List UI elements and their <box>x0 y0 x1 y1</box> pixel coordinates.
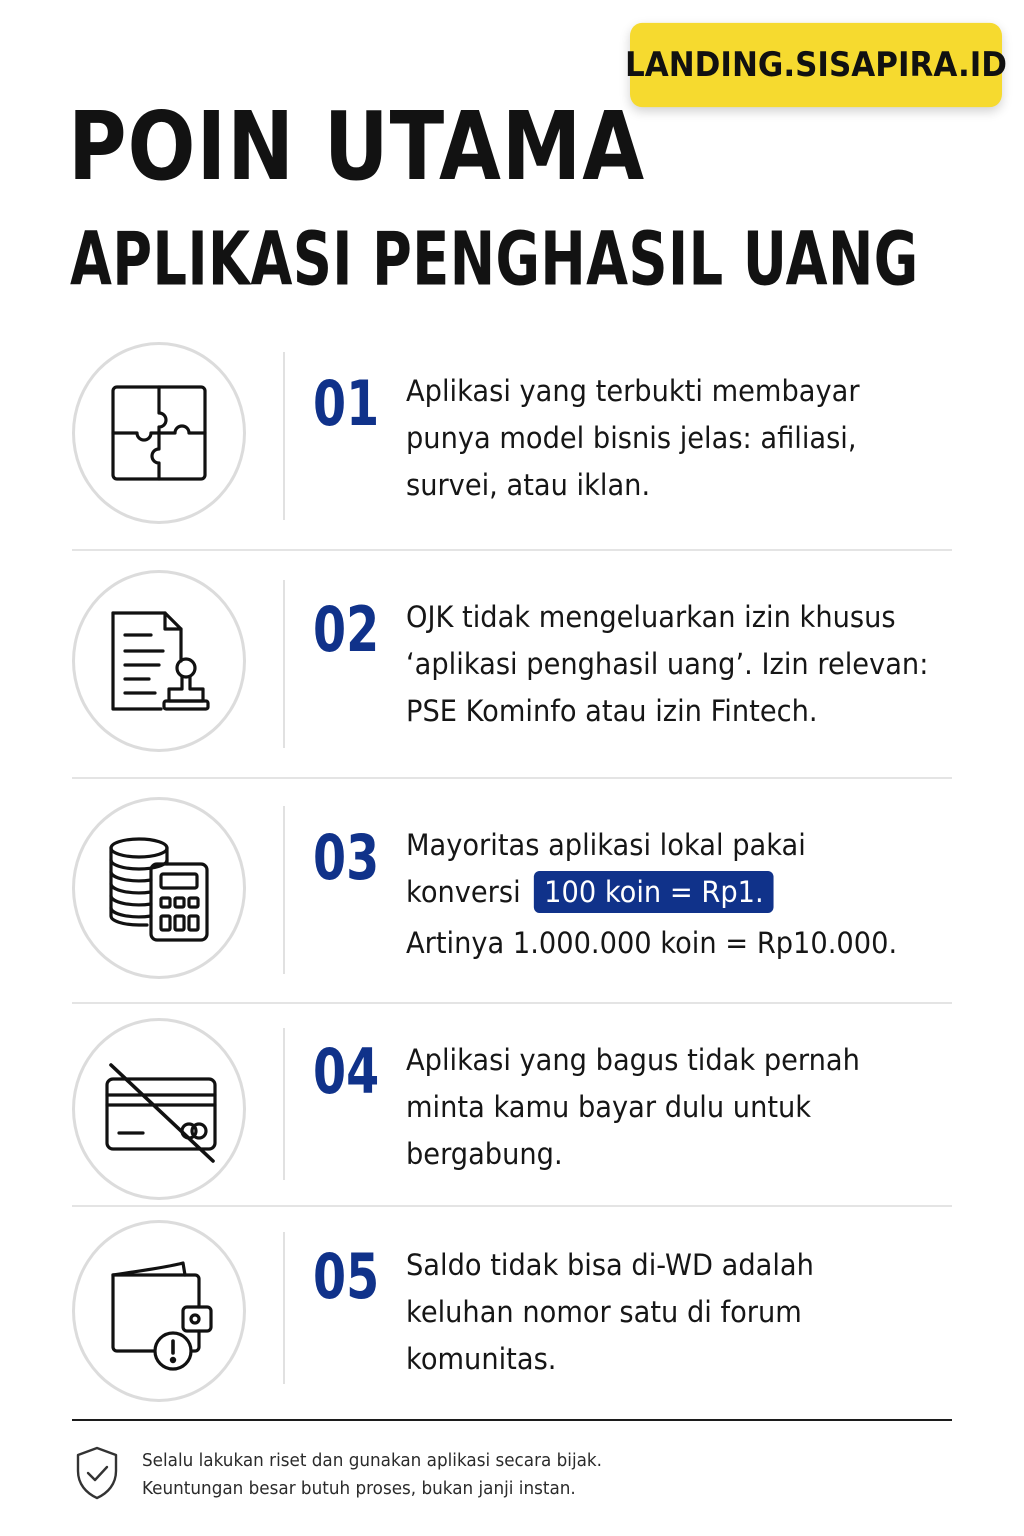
icon-circle <box>72 570 246 752</box>
document-stamp-icon <box>99 601 219 721</box>
divider <box>72 1002 952 1004</box>
page-subtitle: APLIKASI PENGHASIL UANG <box>70 216 919 303</box>
point-text: Saldo tidak bisa di-WD adalah keluhan nomor satu di forum komunitas. <box>406 1248 814 1376</box>
point-number: 03 <box>313 820 380 895</box>
footer-note: Selalu lakukan riset dan gunakan aplikasi secara bijak. Keuntungan besar butuh proses, bukan janji instan. <box>142 1451 602 1499</box>
point-text: Mayoritas aplikasi lokal pakai konversi 100 koin = Rp1. Artinya 1.000.000 koin = Rp10.000. <box>406 828 898 960</box>
point-number: 01 <box>313 366 380 441</box>
point-number: 02 <box>313 592 380 667</box>
footer-divider <box>72 1419 952 1421</box>
no-card-icon <box>99 1049 219 1169</box>
site-badge: LANDING.SISAPIRA.ID <box>630 23 1002 107</box>
shield-check-icon <box>74 1445 120 1501</box>
point-text: OJK tidak mengeluarkan izin khusus ‘aplikasi penghasil uang’. Izin relevan: PSE Kominfo atau izin Fintech. <box>406 600 929 728</box>
divider <box>72 549 952 551</box>
icon-circle <box>72 1220 246 1402</box>
page-title: POIN UTAMA <box>68 92 646 203</box>
point-text: Aplikasi yang terbukti membayar punya model bisnis jelas: afiliasi, survei, atau iklan. <box>406 374 860 502</box>
point-number: 05 <box>313 1239 380 1314</box>
point-text: Aplikasi yang bagus tidak pernah minta kamu bayar dulu untuk bergabung. <box>406 1043 860 1171</box>
puzzle-icon <box>99 373 219 493</box>
conversion-highlight: 100 koin = Rp1. <box>534 871 774 913</box>
divider <box>72 1205 952 1207</box>
icon-circle <box>72 797 246 979</box>
divider <box>72 777 952 779</box>
point-number: 04 <box>313 1034 380 1109</box>
wallet-warning-icon <box>99 1251 219 1371</box>
coins-calculator-icon <box>99 828 219 948</box>
icon-circle <box>72 342 246 524</box>
icon-circle <box>72 1018 246 1200</box>
